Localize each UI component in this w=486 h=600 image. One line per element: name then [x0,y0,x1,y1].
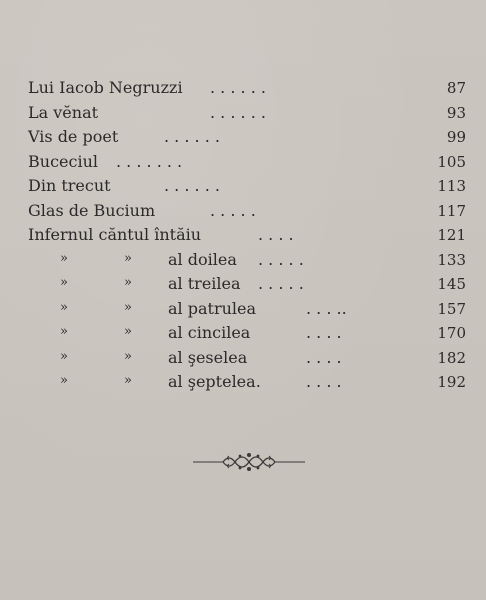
entry-title: al patrulea [168,298,257,318]
ditto-mark: » [60,373,68,388]
entry-title: Lui Iacob Negruzzi [28,78,183,97]
toc-sub-entry [28,346,466,371]
entry-title: Vis de poet [28,127,119,146]
page-number: 182 [437,348,466,367]
toc-sub-entry [28,297,466,322]
dot-leader: . . . . . [258,274,304,293]
toc-entry [28,174,466,199]
ditto-mark: » [60,250,68,266]
entry-title: La vĕnat [28,102,99,122]
entry-title: Infernul căntul întăiu [28,225,202,244]
dot-leader: . . . . . . . [116,151,183,171]
toc-sub-entry [28,321,466,346]
page-number: 170 [437,324,466,342]
entry-title: Buceciul [28,151,98,171]
toc-sub-entry [28,272,466,297]
ditto-mark: » [60,348,68,364]
dot-leader: . . . . . . [210,78,266,97]
page-number: 105 [437,152,466,171]
page-number: 117 [437,201,466,220]
toc-entry [28,199,466,224]
entry-title: Din trecut [28,176,111,195]
entry-title: al treilea [168,274,241,293]
dot-leader: . . . . [306,323,342,342]
ditto-mark: » [124,275,132,290]
page-number: 113 [437,177,466,195]
toc-entry [28,150,466,175]
ditto-mark: » [60,299,68,315]
page-number: 157 [437,299,466,318]
page-number: 87 [446,79,466,97]
page-number: 145 [437,275,466,293]
dot-leader: . . . . [306,372,342,391]
ditto-mark: » [124,299,132,315]
toc-entry [28,76,466,101]
ditto-mark: » [124,250,132,266]
page-number: 121 [437,226,466,244]
ditto-mark: » [60,275,68,290]
entry-title: al şeptelea. [168,372,261,391]
toc-sub-entry [28,248,466,273]
table-of-contents [28,76,466,395]
entry-title: Glas de Bucium [28,200,156,220]
decorative-ornament-icon [193,450,305,474]
dot-leader: . . . . . . [210,102,266,122]
dot-leader: . . . . . [258,249,304,269]
page-number: 133 [437,250,466,269]
entry-title: al doilea [168,249,237,269]
ditto-mark: » [124,373,132,388]
toc-entry [28,223,466,248]
page-number: 93 [446,103,466,122]
ditto-mark: » [124,324,132,339]
dot-leader: . . . . . . [164,127,220,146]
dot-leader: . . . .. [306,298,347,318]
dot-leader: . . . . . . [164,176,220,195]
dot-leader: . . . . [306,347,342,367]
entry-title: al şeselea [168,347,248,367]
page-number: 99 [446,128,466,146]
dot-leader: . . . . . [210,200,256,220]
toc-sub-entry [28,370,466,395]
entry-title: al cincilea [168,323,251,342]
ditto-mark: » [60,324,68,339]
dot-leader: . . . . [258,225,294,244]
toc-entry [28,125,466,150]
toc-entry [28,101,466,126]
ditto-mark: » [124,348,132,364]
page-number: 192 [437,373,466,391]
